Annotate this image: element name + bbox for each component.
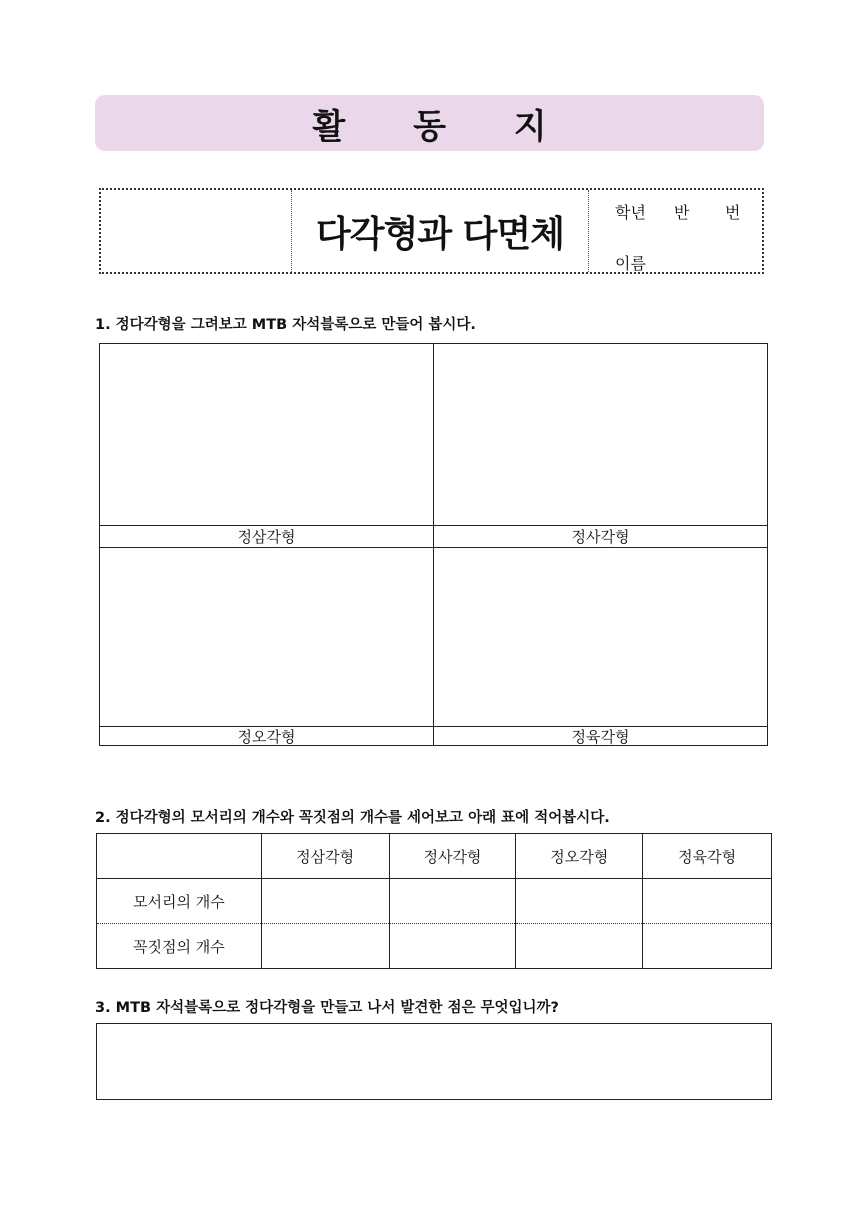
grade-label: 학년 xyxy=(615,203,646,222)
drawing-grid xyxy=(99,343,768,746)
table-corner-cell xyxy=(97,834,262,879)
header-box xyxy=(99,188,764,274)
question-3-title: 3. MTB 자석블록으로 정다각형을 만들고 나서 발견한 점은 무엇입니까? xyxy=(95,1000,559,1016)
question-3-answer-box[interactable] xyxy=(96,1023,772,1100)
worksheet-title: 다각형과 다면체 xyxy=(292,190,589,272)
answer-cell[interactable] xyxy=(389,879,516,924)
count-table xyxy=(96,833,772,969)
column-header: 정사각형 xyxy=(389,834,516,879)
class-label: 반 xyxy=(674,203,690,222)
column-header: 정삼각형 xyxy=(261,834,389,879)
answer-cell[interactable] xyxy=(643,879,772,924)
table-row xyxy=(97,879,772,924)
answer-cell[interactable] xyxy=(389,924,516,969)
student-info xyxy=(589,190,762,272)
drawing-area-triangle[interactable] xyxy=(100,344,433,525)
drawing-area-square[interactable] xyxy=(434,344,767,525)
column-header: 정오각형 xyxy=(516,834,643,879)
row-header-vertices: 꼭짓점의 개수 xyxy=(97,924,262,969)
answer-cell[interactable] xyxy=(261,879,389,924)
name-label: 이름 xyxy=(615,254,646,273)
table-header-row xyxy=(97,834,772,879)
header-blank-cell xyxy=(101,190,292,272)
drawing-area-hexagon[interactable] xyxy=(434,548,767,726)
number-label: 번 xyxy=(725,203,741,222)
answer-cell[interactable] xyxy=(643,924,772,969)
banner-title: 활 동 지 xyxy=(312,106,575,147)
column-header: 정육각형 xyxy=(643,834,772,879)
answer-cell[interactable] xyxy=(516,879,643,924)
answer-cell[interactable] xyxy=(261,924,389,969)
table-row xyxy=(97,924,772,969)
row-header-edges: 모서리의 개수 xyxy=(97,879,262,924)
drawing-area-pentagon[interactable] xyxy=(100,548,433,726)
question-1-title: 1. 정다각형을 그려보고 MTB 자석블록으로 만들어 봅시다. xyxy=(95,317,476,333)
cell-label-pentagon: 정오각형 xyxy=(100,726,433,745)
cell-label-hexagon: 정육각형 xyxy=(434,726,767,745)
cell-label-square: 정사각형 xyxy=(434,525,767,547)
worksheet-banner xyxy=(95,95,764,151)
answer-cell[interactable] xyxy=(516,924,643,969)
cell-label-triangle: 정삼각형 xyxy=(100,525,433,547)
question-2-title: 2. 정다각형의 모서리의 개수와 꼭짓점의 개수를 세어보고 아래 표에 적어봅시다. xyxy=(95,810,610,826)
